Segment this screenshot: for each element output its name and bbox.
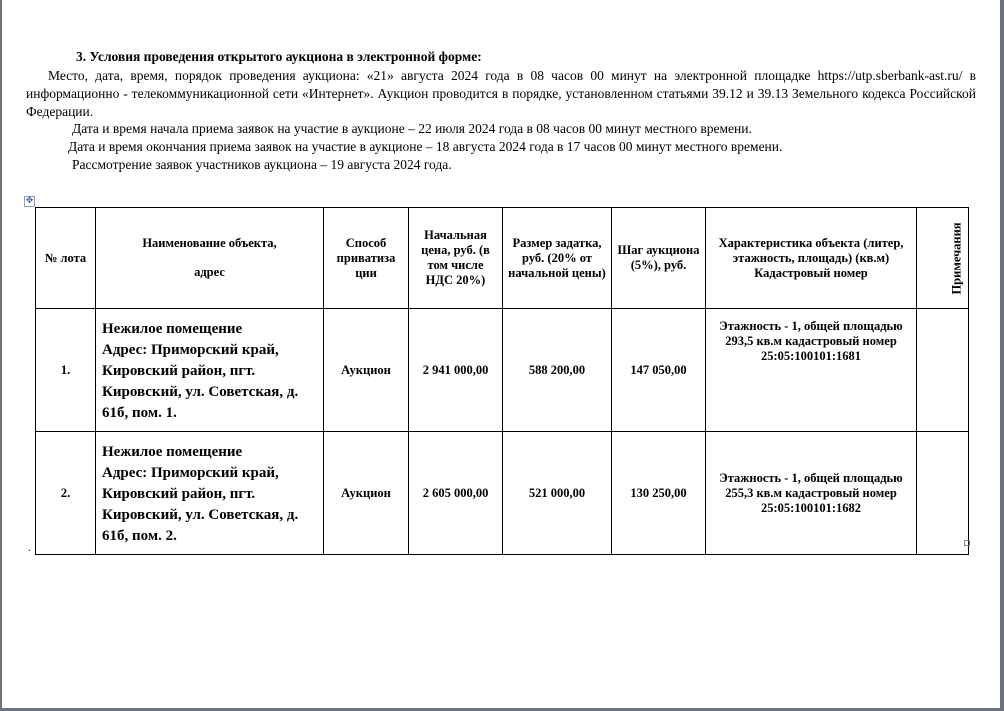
header-name <box>96 208 324 309</box>
cell-notes <box>917 309 969 432</box>
cell-characteristics: Этажность - 1, общей площадью 293,5 кв.м кадастровый номер 25:05:100101:1681 <box>706 309 917 432</box>
application-start-line: Дата и время начала приема заявок на участие в аукционе – 22 июля 2024 года в 08 часов 00 минут местного времени. <box>72 121 752 136</box>
cell-step: 130 250,00 <box>612 432 706 555</box>
header-name-label: Наименование объекта, <box>142 236 277 250</box>
object-title: Нежилое помещение <box>102 321 243 337</box>
cell-method: Аукцион <box>324 432 409 555</box>
application-end-line: Дата и время окончания приема заявок на участие в аукционе – 18 августа 2024 года в 17 часов 00 минут местного времени. <box>68 139 783 154</box>
header-deposit: Размер задатка, руб. (20% от начальной цены) <box>503 208 612 309</box>
header-method: Способ приватиза ции <box>324 208 409 309</box>
cell-price: 2 941 000,00 <box>409 309 503 432</box>
cell-characteristics: Этажность - 1, общей площадью 255,3 кв.м кадастровый номер 25:05:100101:1682 <box>706 432 917 555</box>
table-header-row <box>36 208 969 309</box>
header-address-label: адрес <box>194 265 225 279</box>
review-line: Рассмотрение заявок участников аукциона – 19 августа 2024 года. <box>72 157 452 172</box>
cell-step: 147 050,00 <box>612 309 706 432</box>
object-title: Нежилое помещение <box>102 444 243 460</box>
table-resize-handle[interactable] <box>964 540 970 546</box>
cell-method: Аукцион <box>324 309 409 432</box>
cell-deposit: 588 200,00 <box>503 309 612 432</box>
section-heading: 3. Условия проведения открытого аукциона в электронной форме: <box>76 49 482 64</box>
cell-name <box>96 309 324 432</box>
table-row <box>36 309 969 432</box>
header-lot: № лота <box>36 208 96 309</box>
header-notes-label: Примечания <box>949 221 964 295</box>
paragraph-mark: . <box>28 543 31 554</box>
cell-lot: 2. <box>36 432 96 555</box>
object-address: Адрес: Приморский край, Кировский район, пгт. Кировский, ул. Советская, д. 61б, пом. 1. <box>102 342 299 421</box>
cell-deposit: 521 000,00 <box>503 432 612 555</box>
header-characteristics: Характеристика объекта (литер, этажность, площадь) (кв.м) Кадастровый номер <box>706 208 917 309</box>
lots-table <box>35 207 969 555</box>
table-row <box>36 432 969 555</box>
table-move-handle-icon[interactable]: ✥ <box>25 196 34 206</box>
auction-place-paragraph: Место, дата, время, порядок проведения аукциона: «21» августа 2024 года в 08 часов 00 минут на электронной площадке https://utp.sberbank-ast.ru/ в информационно - телекоммуникационной сети «Интернет». Аукцион проводится в порядке, установленном статьями 39.12 и 39.13 Земельного кодекса Российской Федерации. <box>26 68 976 119</box>
object-address: Адрес: Приморский край, Кировский район, пгт. Кировский, ул. Советская, д. 61б, пом. 2. <box>102 465 299 544</box>
cell-name <box>96 432 324 555</box>
header-step: Шаг аукциона (5%), руб. <box>612 208 706 309</box>
cell-lot: 1. <box>36 309 96 432</box>
header-notes <box>917 208 969 309</box>
header-price: Начальная цена, руб. (в том числе НДС 20%) <box>409 208 503 309</box>
cell-notes <box>917 432 969 555</box>
cell-price: 2 605 000,00 <box>409 432 503 555</box>
